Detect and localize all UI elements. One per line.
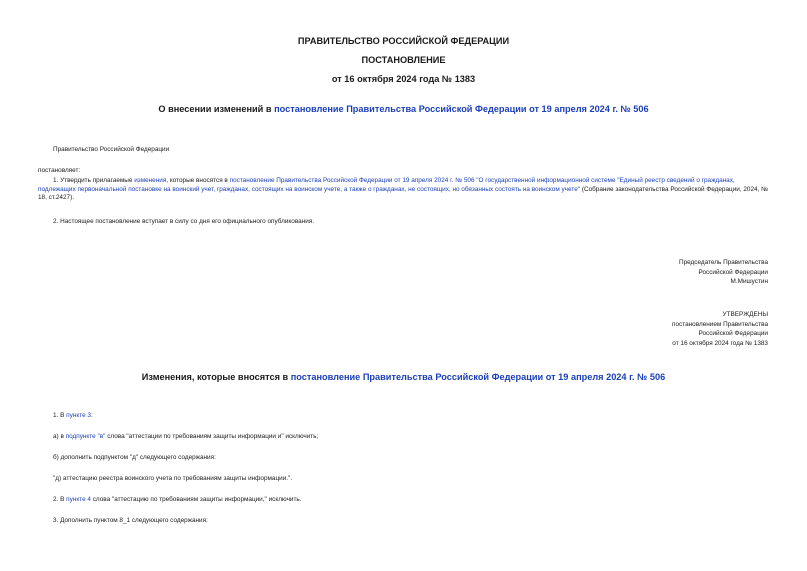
decrees-text: постановляет: [38, 167, 81, 174]
paragraph-4-link[interactable]: пункте 4 [66, 496, 91, 503]
change-1-suffix: : [90, 412, 93, 419]
change-1b: б) дополнить подпунктом "д" следующего содержания: [53, 454, 216, 461]
decree-506-link[interactable]: постановление Правительства Российской Федерации от 19 апреля 2024 г. № 506 "О государственной информационной системе "Единый реестр сведений о гражданах, подлежащих первоначальной постановке на воинский учет, гражданах, состоящих на воинском учете, а также о гражданах, не состоящих, но обязанных состоять на воинском учете" [38, 177, 735, 193]
item-2-text: 2. Настоящее постановление вступает в силу со дня его официального опубликования. [53, 218, 315, 225]
document-title-link[interactable]: постановление Правительства Российской Федерации от 19 апреля 2024 г. № 506 [274, 104, 649, 114]
change-1 [53, 412, 93, 421]
document-title [0, 104, 807, 114]
changes-title-prefix: Изменения, которые вносятся в [141, 372, 291, 382]
paragraph-3-link[interactable]: пункте 3 [66, 412, 91, 419]
signature-block [679, 258, 768, 287]
change-1-prefix: 1. В [53, 412, 67, 419]
issuer-text: Правительство Российской Федерации [53, 146, 170, 153]
subparagraph-v-link[interactable]: подпункте "в" [65, 433, 106, 440]
signature-line-1: Председатель Правительства [679, 259, 768, 266]
approved-line-4: от 16 октября 2024 года № 1383 [672, 339, 768, 347]
changes-link[interactable]: изменения [134, 177, 167, 184]
change-1a-prefix: а) в [53, 433, 66, 440]
signature-name: М.Мишустин [730, 278, 768, 286]
item-1-text-2: , которые вносятся в [166, 177, 230, 184]
approved-line-1: УТВЕРЖДЕНЫ [722, 311, 768, 318]
change-2-suffix: слова "аттестацию по требованиям защиты информации," исключить. [90, 496, 302, 503]
change-1b-quote: "д) аттестацию реестра воинского учета по требованиям защиты информации.". [53, 475, 293, 482]
changes-title [0, 372, 807, 382]
change-1a [53, 433, 318, 442]
item-1-paragraph [38, 177, 768, 203]
changes-title-link[interactable]: постановление Правительства Российской Федерации от 19 апреля 2024 г. № 506 [290, 372, 666, 382]
approved-block [672, 310, 768, 348]
signature-line-2: Российской Федерации [698, 268, 768, 276]
change-3: 3. Дополнить пунктом 8_1 следующего содержания: [53, 517, 208, 524]
change-1a-suffix: слова "аттестации по требованиям защиты информации и" исключить; [105, 433, 319, 440]
approved-line-3: Российской Федерации [698, 330, 768, 338]
item-1-text-3: (Собрание законодательства Российской Федерации, 2024, № 18, ст.2427). [38, 185, 769, 202]
document-date-number: от 16 октября 2024 года № 1383 [331, 74, 476, 84]
document-title-prefix: О внесении изменений в [158, 104, 275, 114]
government-heading: ПРАВИТЕЛЬСТВО РОССИЙСКОЙ ФЕДЕРАЦИИ [297, 36, 510, 46]
change-2 [53, 496, 302, 505]
item-1-text-1: 1. Утвердить прилагаемые [53, 177, 135, 184]
document-type-heading: ПОСТАНОВЛЕНИЕ [361, 55, 446, 65]
approved-line-2: постановлением Правительства [672, 320, 768, 328]
change-2-prefix: 2. В [53, 496, 67, 503]
